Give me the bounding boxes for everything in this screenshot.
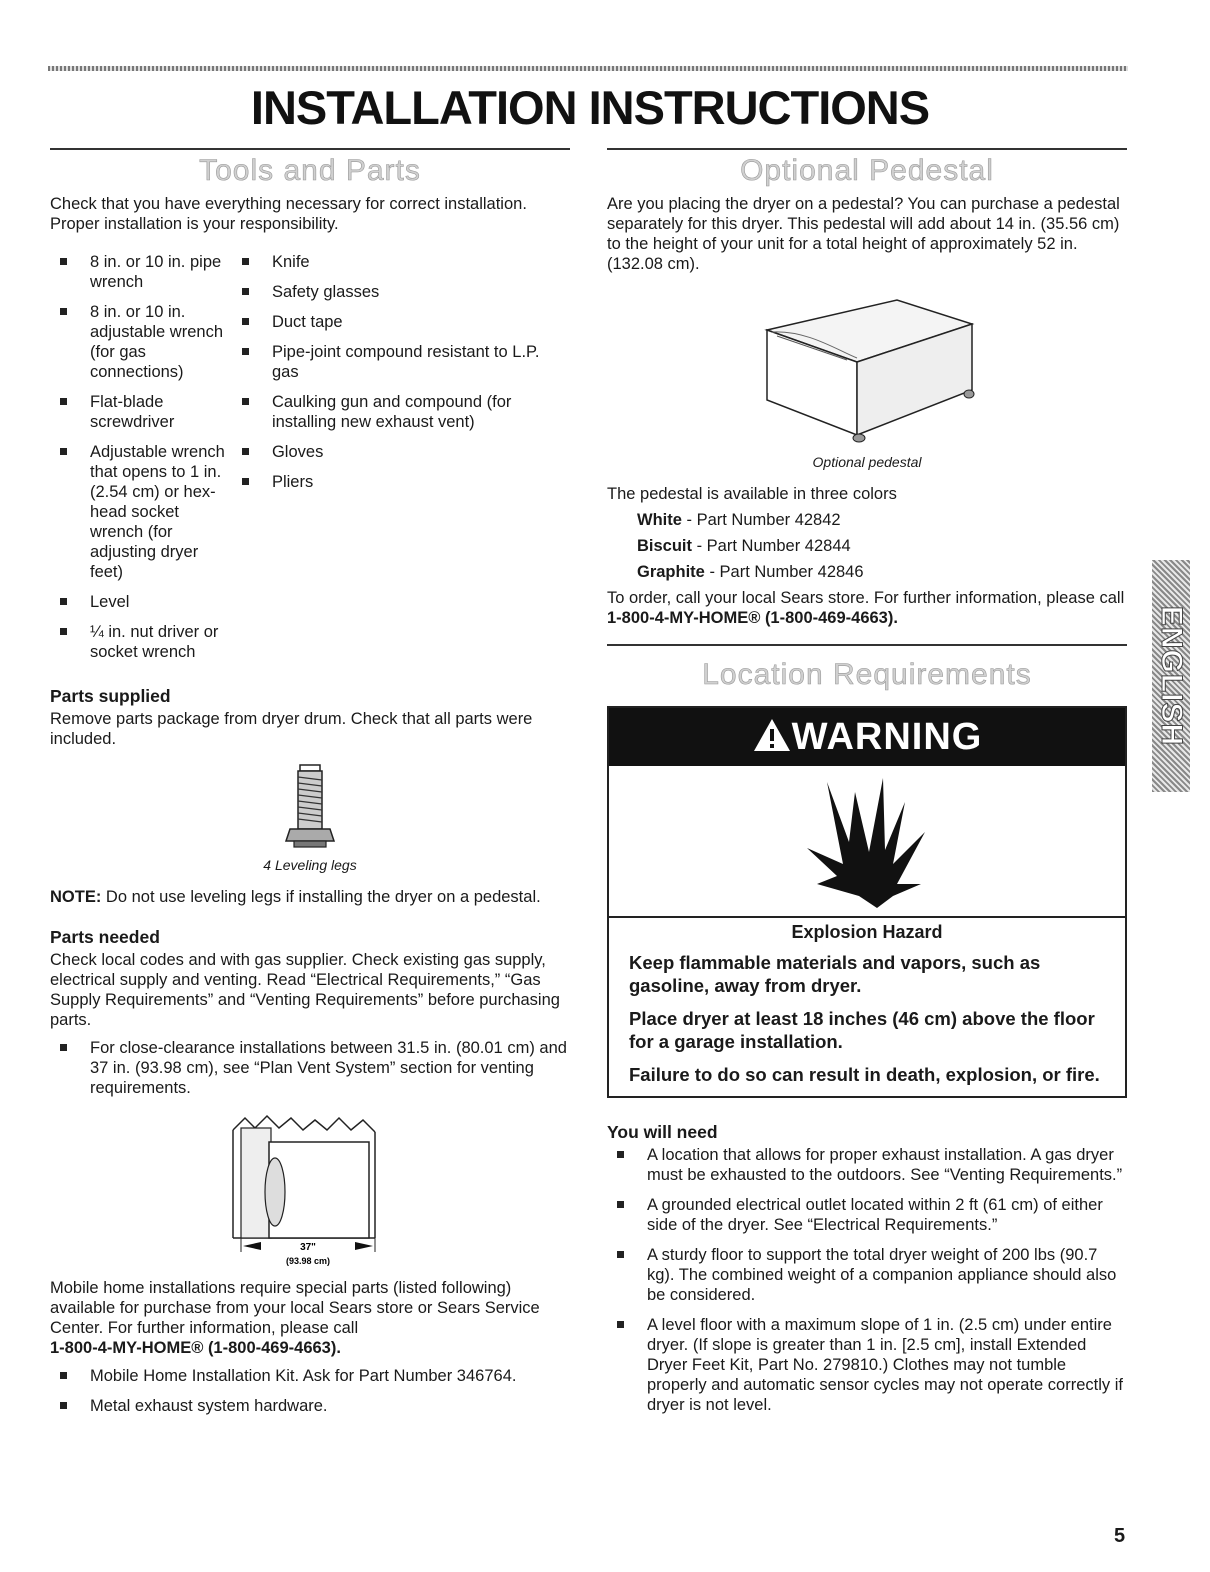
bullet-icon (60, 308, 67, 315)
tools-list-col2 (232, 252, 570, 672)
list-item (50, 1366, 570, 1386)
warning-text (609, 951, 1125, 1096)
tools-intro: Check that you have everything necessary for correct installation. Proper installation is your responsibility. (50, 195, 527, 233)
warning-line: Keep flammable materials and vapors, such as gasoline, away from dryer. (629, 952, 1041, 996)
list-item-text: ¼ in. nut driver or socket wrench (90, 623, 219, 661)
note-paragraph (50, 887, 570, 907)
parts-needed-heading: Parts needed (50, 927, 160, 947)
color-option (607, 562, 1127, 582)
bullet-icon (242, 398, 249, 405)
bullet-icon (242, 258, 249, 265)
warning-line: Place dryer at least 18 inches (46 cm) above the floor for a garage installation. (629, 1008, 1095, 1052)
bullet-icon (617, 1321, 624, 1328)
bullet-icon (60, 1372, 67, 1379)
colors-intro: The pedestal is available in three colors (607, 485, 897, 503)
color-option (607, 536, 1127, 556)
bullet-icon (242, 478, 249, 485)
color-name: Graphite (637, 563, 705, 581)
mobile-home-phone: 1-800-4-MY-HOME® (1-800-469-4663). (50, 1339, 341, 1357)
you-will-need-heading: You will need (607, 1122, 718, 1142)
section-rule (50, 148, 570, 150)
parts-needed-list (50, 1038, 570, 1098)
list-item (50, 1396, 570, 1416)
optional-pedestal-title: Optional Pedestal (740, 154, 994, 187)
color-name: White (637, 511, 682, 529)
color-part-number: - Part Number 42846 (704, 563, 864, 581)
mobile-home-list (50, 1366, 570, 1416)
list-item-text: Caulking gun and compound (for installing new exhaust vent) (271, 393, 512, 431)
order-phone: 1-800-4-MY-HOME® (1-800-469-4663). (607, 609, 898, 627)
mobile-home-text (50, 1278, 570, 1358)
list-item-text: Gloves (271, 443, 324, 461)
bullet-icon (617, 1251, 624, 1258)
list-item (50, 1038, 570, 1098)
list-item (50, 442, 232, 582)
list-item-text: Duct tape (271, 313, 343, 331)
list-item-text: Adjustable wrench that opens to 1 in. (2.54 cm) or hex-head socket wrench (for adjusting dryer feet) (90, 443, 225, 581)
color-list (607, 510, 1127, 582)
hazard-title: Explosion Hazard (609, 916, 1125, 951)
bullet-icon (242, 288, 249, 295)
list-item (232, 392, 570, 432)
warning-header (609, 708, 1125, 766)
list-item (607, 1195, 1127, 1235)
you-will-need-list (607, 1145, 1127, 1415)
list-item (232, 342, 570, 382)
left-column (50, 148, 570, 1426)
list-item (232, 252, 570, 272)
clearance-dimension-in: 37" (300, 1242, 316, 1253)
warning-triangle-icon (752, 717, 792, 753)
color-part-number: - Part Number 42842 (681, 511, 841, 529)
mobile-home-body: Mobile home installations require special parts (listed following) available for purchase from your local Sears store or Sears Service Center. For further information, please call (50, 1279, 540, 1337)
leveling-legs-caption: 4 Leveling legs (263, 857, 357, 873)
list-item (50, 302, 232, 382)
list-item-text: Mobile Home Installation Kit. Ask for Part Number 346764. (90, 1367, 517, 1385)
list-item-text: 8 in. or 10 in. adjustable wrench (for gas connections) (90, 303, 223, 381)
list-item-text: Safety glasses (271, 283, 380, 301)
list-item (50, 392, 232, 432)
order-text (607, 588, 1127, 628)
order-body: To order, call your local Sears store. For further information, please call (607, 589, 1125, 607)
list-item (50, 252, 232, 292)
list-item-text: Pliers (271, 473, 314, 491)
leveling-leg-illustration (280, 761, 340, 853)
list-item (232, 472, 570, 492)
bullet-icon (242, 448, 249, 455)
bullet-icon (60, 258, 67, 265)
list-item-text: A grounded electrical outlet located within 2 ft (61 cm) of either side of the dryer. See “Electrical Requirements.” (647, 1196, 1103, 1234)
list-item (232, 442, 570, 462)
list-item-text: Metal exhaust system hardware. (90, 1397, 328, 1415)
bullet-icon (60, 1402, 67, 1409)
list-item-text: Level (90, 593, 130, 611)
bullet-icon (617, 1201, 624, 1208)
list-item-text: For close-clearance installations between 31.5 in. (80.01 cm) and 37 in. (93.98 cm), see “Plan Vent System” section for venting requirements. (90, 1039, 567, 1097)
color-part-number: - Part Number 42844 (692, 537, 851, 555)
color-name: Biscuit (637, 537, 693, 555)
tools-parts-title: Tools and Parts (199, 154, 421, 187)
list-item-text: Flat-blade screwdriver (90, 393, 175, 431)
page-number: 5 (1114, 1525, 1126, 1547)
section-rule (607, 148, 1127, 150)
list-item-text: 8 in. or 10 in. pipe wrench (90, 253, 222, 291)
bullet-icon (617, 1151, 624, 1158)
list-item (607, 1145, 1127, 1185)
warning-line: Failure to do so can result in death, explosion, or fire. (629, 1064, 1100, 1085)
pedestal-text: Are you placing the dryer on a pedestal? You can purchase a pedestal separately for this dryer. This pedestal will add about 14 in. (35.56 cm) to the height of your unit for a total height of approximately 52 in. (132.08 cm). (607, 195, 1120, 273)
page-title: INSTALLATION INSTRUCTIONS (250, 81, 930, 134)
list-item-text: Knife (271, 253, 310, 271)
list-item-text: A level floor with a maximum slope of 1 in. (2.5 cm) under entire dryer. (If slope is greater than 1 in. [2.5 cm], install Extended Dryer Feet Kit, Part No. 279810.) Clothes may not tumble properly and automatic sensor cycles may not operate correctly if dryer is not level. (647, 1316, 1123, 1414)
top-dotted-rule (48, 66, 1128, 71)
tools-list (50, 252, 570, 672)
note-label: NOTE: (50, 888, 102, 906)
pedestal-caption: Optional pedestal (812, 454, 922, 470)
pedestal-illustration (747, 290, 987, 450)
list-item (50, 592, 232, 612)
bullet-icon (242, 348, 249, 355)
language-tab-label: ENGLISH (1155, 605, 1188, 747)
clearance-dimension-cm: (93.98 cm) (285, 1256, 331, 1266)
location-requirements-title: Location Requirements (702, 658, 1032, 691)
list-item (50, 622, 232, 662)
bullet-icon (60, 448, 67, 455)
list-item (232, 312, 570, 332)
note-text: Do not use leveling legs if installing the dryer on a pedestal. (101, 888, 541, 906)
list-item (607, 1245, 1127, 1305)
color-option (607, 510, 1127, 530)
bullet-icon (60, 628, 67, 635)
list-item (607, 1315, 1127, 1415)
bullet-icon (60, 598, 67, 605)
list-item-text: Pipe-joint compound resistant to L.P. gas (271, 343, 540, 381)
tools-list-col1 (50, 252, 232, 672)
parts-supplied-text: Remove parts package from dryer drum. Check that all parts were included. (50, 710, 533, 748)
section-rule (607, 644, 1127, 646)
parts-needed-text: Check local codes and with gas supplier. Check existing gas supply, electrical supply and venting. Read “Electrical Requirements,” “Gas Supply Requirements” and “Venting Requirements” before purchasing parts. (50, 951, 560, 1029)
parts-supplied-heading: Parts supplied (50, 686, 171, 706)
right-column (607, 148, 1127, 1425)
list-item (232, 282, 570, 302)
bullet-icon (242, 318, 249, 325)
list-item-text: A location that allows for proper exhaust installation. A gas dryer must be exhausted to the outdoors. See “Venting Requirements.” (647, 1146, 1123, 1184)
close-clearance-illustration (225, 1112, 395, 1272)
warning-label: WARNING (791, 716, 983, 758)
bullet-icon (60, 398, 67, 405)
warning-box (607, 706, 1127, 1098)
explosion-icon (797, 772, 937, 910)
list-item-text: A sturdy floor to support the total dryer weight of 200 lbs (90.7 kg). The combined weight of a companion appliance should also be considered. (647, 1246, 1117, 1304)
